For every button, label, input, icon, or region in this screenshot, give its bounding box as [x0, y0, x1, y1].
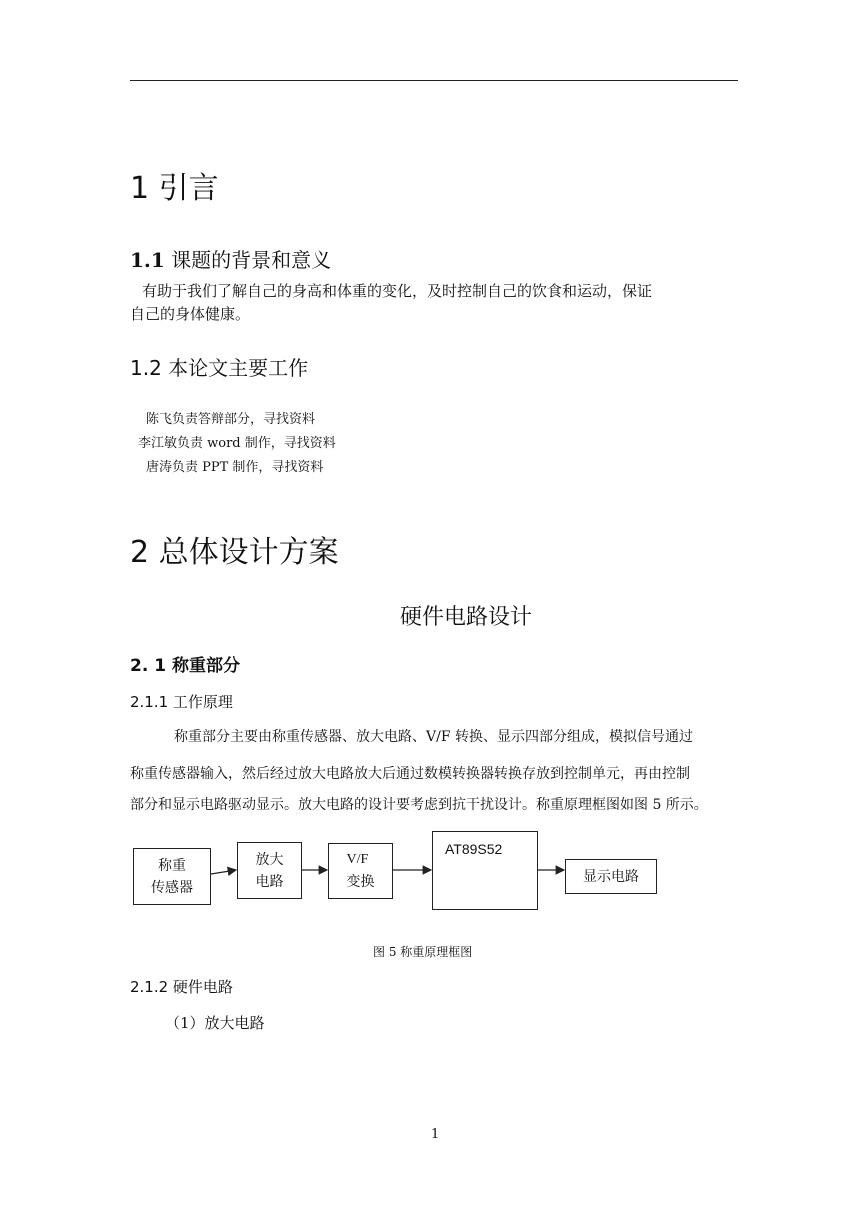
section-2-subtitle: 硬件电路设计: [400, 605, 533, 630]
section-1-title: 1 引言: [130, 171, 219, 206]
section-1-1-text: 课题的背景和意义: [164, 248, 332, 272]
amplifier-label-line1: 放大: [255, 851, 284, 868]
figure-caption: 图 5 称重原理框图: [373, 945, 473, 959]
vf-label-line2: 变换: [346, 874, 375, 890]
sensor-label-line1: 称重: [158, 857, 186, 874]
section-1-2-title: 1.2 本论文主要工作: [130, 356, 309, 380]
section-2-1-2-title: 2.1.2 硬件电路: [130, 978, 233, 996]
list-item: 李江敏负责 word 制作，寻找资料: [138, 436, 336, 451]
paragraph-line: 称重传感器输入，然后经过放大电路放大后通过数模转换器转换存放到控制单元，再由控制: [130, 766, 690, 782]
display-label: 显示电路: [583, 868, 639, 885]
paragraph-line: 部分和显示电路驱动显示。放大电路的设计要考虑到抗干扰设计。称重原理框图如图 5 所示。: [130, 797, 708, 813]
section-2-title: 2 总体设计方案: [130, 535, 339, 570]
list-item: 唐涛负责 PPT 制作，寻找资料: [146, 460, 324, 475]
mcu-label: AT89S52: [445, 841, 503, 857]
sensor-label-line2: 传感器: [151, 879, 193, 896]
page-number: 1: [431, 1127, 440, 1142]
section-1-1-number: 1.1: [130, 248, 165, 272]
section-2-1-2-item: （1）放大电路: [165, 1014, 265, 1032]
amplifier-label-line2: 电路: [255, 873, 284, 890]
section-1-1-body-line1: 有助于我们了解自己的身高和体重的变化，及时控制自己的饮食和运动，保证: [142, 282, 653, 300]
arrow-sensor-to-amp: [211, 870, 236, 874]
list-item: 陈飞负责答辩部分，寻找资料: [146, 412, 316, 427]
section-1-1-body-line2: 自己的身体健康。: [130, 305, 251, 323]
vf-label-line1: V/F: [346, 852, 369, 867]
paragraph-line: 称重部分主要由称重传感器、放大电路、V/F 转换、显示四部分组成，模拟信号通过: [174, 729, 693, 745]
section-2-1-1-title: 2.1.1 工作原理: [130, 693, 233, 711]
section-2-1-title: 2. 1 称重部分: [130, 656, 240, 676]
